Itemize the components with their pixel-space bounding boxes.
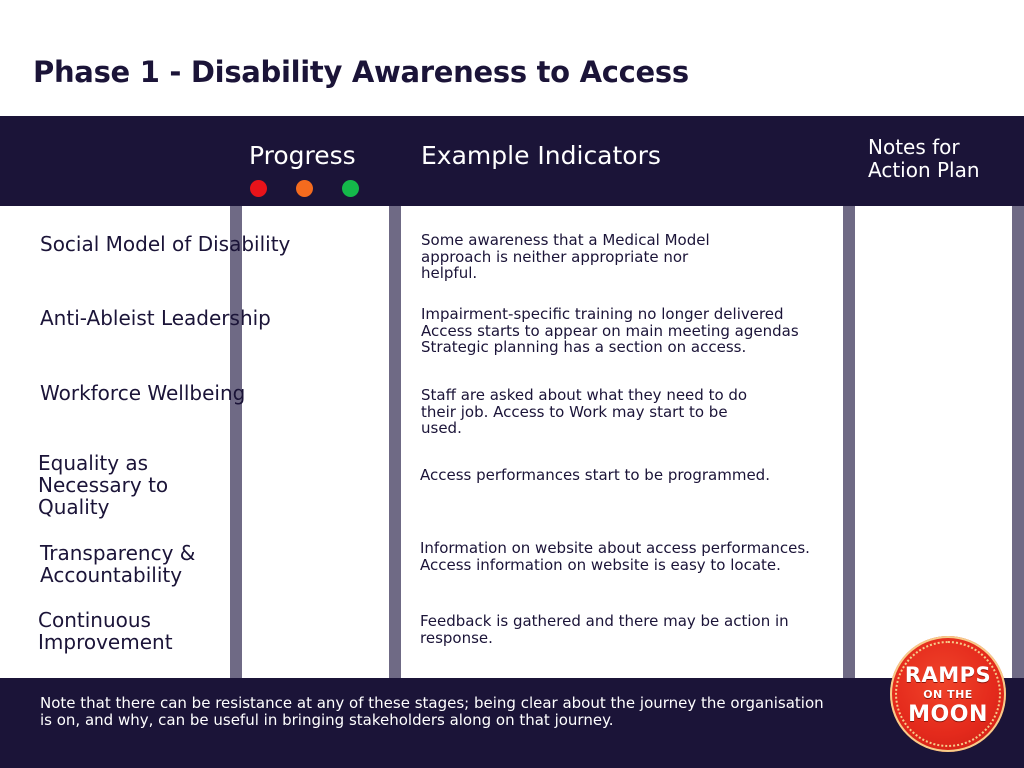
- indicator-text: Information on website about access performances. Access information on website is easy to locate.: [420, 539, 810, 574]
- footer-note: Note that there can be resistance at any of these stages; being clear about the journey the organisation is on, and why, can be useful in bringing stakeholders along on that journey.: [40, 694, 824, 729]
- logo-text-moon: MOON: [908, 702, 988, 727]
- row-label: Social Model of Disability: [40, 232, 291, 256]
- indicator-text: Staff are asked about what they need to do their job. Access to Work may start to be used.: [421, 386, 748, 437]
- page-title: Phase 1 - Disability Awareness to Access: [33, 55, 689, 89]
- header-example-indicators: Example Indicators: [421, 141, 661, 170]
- indicator-text: Access performances start to be programmed.: [420, 466, 770, 484]
- progress-dot-green: [342, 180, 359, 197]
- indicator-text: Some awareness that a Medical Model approach is neither appropriate nor helpful.: [421, 231, 710, 282]
- progress-dot-orange: [296, 180, 313, 197]
- indicator-text: Impairment-specific training no longer delivered Access starts to appear on main meeting agendas Strategic planning has a section on access.: [421, 305, 799, 356]
- column-divider: [1012, 206, 1024, 678]
- row-label: Continuous Improvement: [38, 608, 173, 654]
- column-divider: [843, 206, 855, 678]
- logo-text-ramps: RAMPS: [904, 663, 992, 687]
- progress-dot-red: [250, 180, 267, 197]
- column-divider: [230, 206, 242, 678]
- row-label: Anti-Ableist Leadership: [40, 306, 271, 330]
- logo-text-on-the: ON THE: [923, 688, 973, 701]
- header-notes-for-action-plan: Notes for Action Plan: [868, 135, 980, 182]
- row-label: Workforce Wellbeing: [40, 381, 246, 405]
- row-label: Equality as Necessary to Quality: [38, 451, 169, 519]
- header-progress: Progress: [249, 141, 356, 170]
- indicator-text: Feedback is gathered and there may be action in response.: [420, 612, 789, 647]
- row-label: Transparency & Accountability: [40, 541, 196, 587]
- column-divider: [389, 206, 401, 678]
- ramps-on-the-moon-logo: [890, 636, 1006, 752]
